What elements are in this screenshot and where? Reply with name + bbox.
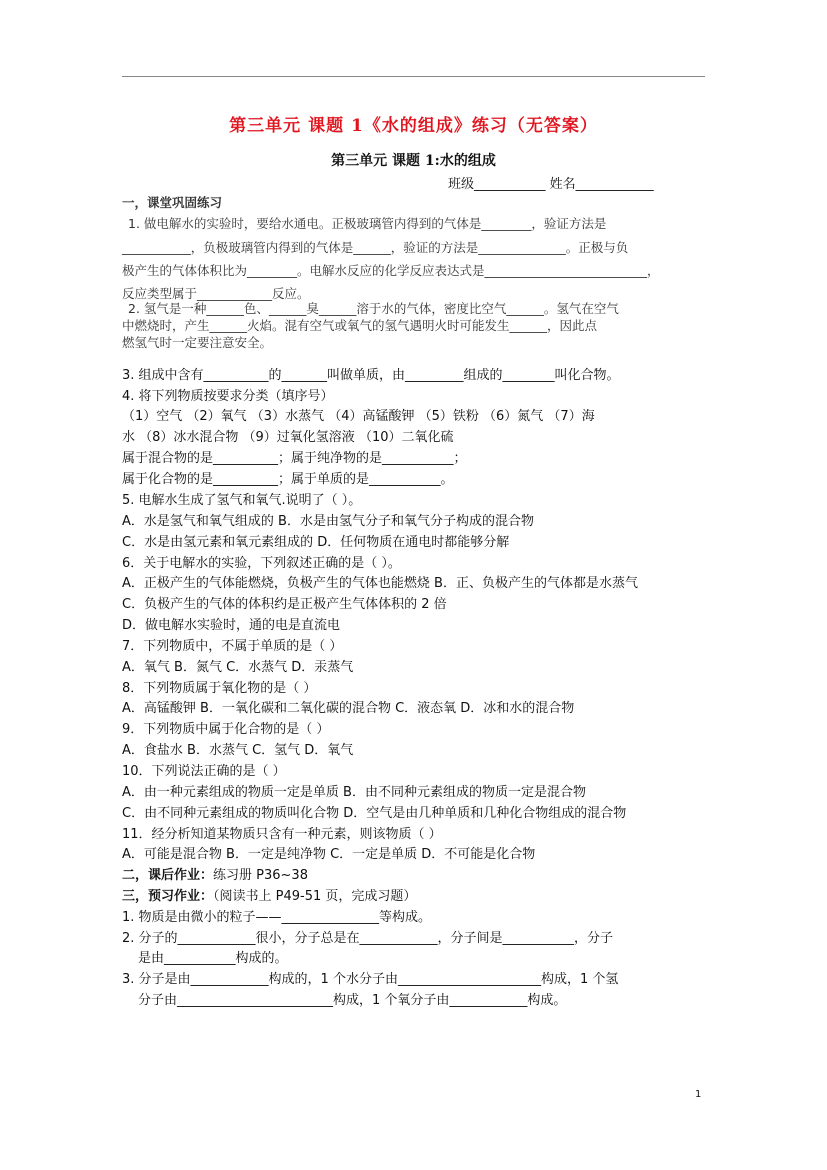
preview-question: 分子由________________________构成，1 个氧分子由____________构成。 — [138, 993, 567, 1008]
header-rule — [122, 76, 705, 77]
section-heading-practice: 一，课堂巩固练习 — [122, 195, 223, 210]
preview-label: 三，预习作业： — [122, 889, 214, 904]
question-line: 属于混合物的是__________；属于纯净物的是___________； — [122, 451, 467, 466]
preview-question: 3. 分子是由____________构成的，1 个水分子由______________________构成，1 个氢 — [122, 972, 619, 987]
option-line: A．水是氢气和氧气组成的 B．水是由氢气分子和氧气分子构成的混合物 — [122, 514, 534, 529]
homework-line — [122, 864, 308, 883]
homework-label: 二，课后作业： — [122, 868, 214, 883]
option-line: A．可能是混合物 B．一定是纯净物 C．一定是单质 D．不可能是化合物 — [122, 847, 536, 862]
preview-text: （阅读书上 P49-51 页，完成习题） — [213, 889, 417, 904]
question-line: 水 （8）冰水混合物 （9）过氧化氢溶液 （10）二氧化硫 — [122, 430, 454, 445]
page-number: 1 — [695, 1089, 702, 1100]
question-line: 6．关于电解水的实验，下列叙述正确的是（ ）。 — [122, 556, 401, 571]
option-line: C．负极产生的气体的体积约是正极产生气体体积的 2 倍 — [122, 597, 447, 612]
option-line: A．由一种元素组成的物质一定是单质 B．由不同种元素组成的物质一定是混合物 — [122, 785, 586, 800]
question-line: 属于化合物的是__________；属于单质的是___________。 — [122, 472, 454, 487]
preview-question: 是由___________构成的。 — [138, 951, 288, 966]
question-line: 5. 电解水生成了氢气和氧气.说明了（ ）。 — [122, 493, 362, 508]
question-line: ___________，负极玻璃管内得到的气体是______，验证的方法是______________。正极与负 — [122, 240, 629, 255]
option-line: A．高锰酸钾 B．一氧化碳和二氧化碳的混合物 C．液态氧 D．冰和水的混合物 — [122, 701, 575, 716]
question-line: 10．下列说法正确的是（ ） — [122, 764, 286, 779]
option-line: D．做电解水实验时，通的电是直流电 — [122, 618, 341, 633]
option-line: A．正极产生的气体能燃烧，负极产生的气体也能燃烧 B．正、负极产生的气体都是水蒸气 — [122, 576, 638, 591]
option-line: A．氧气 B．氮气 C．水蒸气 D．汞蒸气 — [122, 660, 354, 675]
question-line: 4. 将下列物质按要求分类（填序号） — [122, 389, 334, 404]
question-line: 反应类型属于____________反应。 — [122, 286, 310, 301]
question-line: 燃氢气时一定要注意安全。 — [122, 335, 273, 350]
preview-question: 2. 分子的____________很小，分子总是在____________，分子间是___________，分子 — [122, 931, 614, 946]
option-line: C．由不同种元素组成的物质叫化合物 D．空气是由几种单质和几种化合物组成的混合物 — [122, 806, 627, 821]
homework-text: 练习册 P36~38 — [213, 868, 308, 883]
question-line: 中燃烧时，产生______火焰。混有空气或氧气的氢气遇明火时可能发生______，因此点 — [122, 318, 598, 333]
document-title: 第三单元 课题 1《水的组成》练习（无答案） — [229, 116, 598, 136]
class-name-line: 班级___________ 姓名____________ — [448, 177, 654, 192]
section-title: 第三单元 课题 1:水的组成 — [331, 153, 496, 169]
question-line: 3. 组成中含有__________的_______叫做单质，由_________组成的________叫化合物。 — [122, 368, 620, 383]
question-line: （1）空气 （2）氧气 （3）水蒸气 （4）高锰酸钾 （5）铁粉 （6）氮气 （7）海 — [122, 409, 595, 424]
question-line: 极产生的气体体积比为________。电解水反应的化学反应表达式是__________________________， — [122, 263, 660, 278]
option-line: A．食盐水 B．水蒸气 C．氢气 D．氧气 — [122, 743, 354, 758]
preview-line — [122, 885, 416, 904]
question-line: 2. 氢气是一种______色、______臭______溶于水的气体，密度比空气______。氢气在空气 — [128, 301, 619, 316]
question-line: 1. 做电解水的实验时，要给水通电。正极玻璃管内得到的气体是________，验证方法是 — [128, 216, 607, 231]
question-line: 11．经分析知道某物质只含有一种元素，则该物质（ ） — [122, 827, 442, 842]
option-line: C．水是由氢元素和氧元素组成的 D．任何物质在通电时都能够分解 — [122, 535, 510, 550]
question-line: 8．下列物质属于氧化物的是（ ） — [122, 681, 317, 696]
question-line: 7．下列物质中，不属于单质的是（ ） — [122, 639, 343, 654]
question-line: 9．下列物质中属于化合物的是（ ） — [122, 722, 330, 737]
preview-question: 1. 物质是由微小的粒子——_______________等构成。 — [122, 910, 432, 925]
